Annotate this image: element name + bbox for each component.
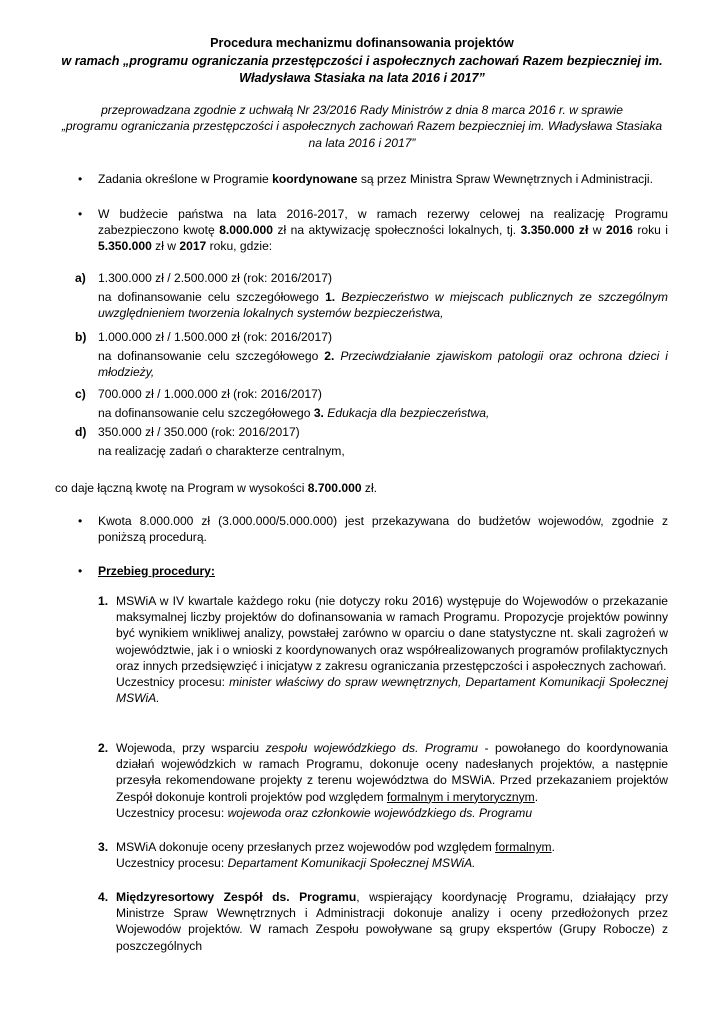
text-run: - powołanego do koordynowania działań wojewódzkich w ramach Programu, dokonuje oceny nadesłanych projektów, a następnie przesyła rekomendowane projekty z terenu województwa do MSWiA. Przed przekazaniem projektów Zespół dokonuje kontroli projektów pod względem <box>116 741 669 804</box>
bullet-icon: • <box>78 564 83 578</box>
subtitle-line-3: na lata 2016 i 2017” <box>308 135 416 150</box>
list-item-c <box>98 386 668 421</box>
text-run: roku i <box>632 223 668 238</box>
step-number-4: 4. <box>98 890 109 904</box>
text-run: na dofinansowanie celu szczegółowego <box>98 406 314 421</box>
goal-name: Edukacja dla bezpieczeństwa, <box>323 406 490 421</box>
goal-number: 2. <box>324 349 335 364</box>
text-run: zł. <box>361 481 378 495</box>
text-run: zł na aktywizację społeczności lokalnych, tj. <box>273 223 521 238</box>
bold-run: 8.700.000 <box>307 481 362 495</box>
item-amount: 1.000.000 zł / 1.500.000 zł (rok: 2016/2017) <box>98 330 332 344</box>
step-text <box>116 839 668 855</box>
summary-total <box>55 480 675 496</box>
text-run: , wspierający koordynację Programu, działający przy Ministrze Spraw Wewnętrznych i Administracji dokonuje analizy i oceny przedłożonych przez Wojewodów projektów. W ramach Zespołu powoływane są grupy ekspertów (Grupy Robocze) z poszczególnych <box>116 890 668 953</box>
step-text <box>116 740 668 805</box>
goal-number: 3. <box>313 406 324 421</box>
document-subtitle <box>60 102 664 151</box>
step-participants <box>116 855 668 871</box>
title-line-1: Procedura mechanizmu dofinansowania projektów <box>210 36 514 50</box>
list-letter-a: a) <box>75 271 86 285</box>
bold-run: 2017 <box>179 239 207 254</box>
step-text <box>116 889 668 954</box>
bold-run: 3.350.000 zł <box>520 223 589 238</box>
text-run: na dofinansowanie celu szczegółowego <box>98 290 326 305</box>
goal-name: Bezpieczeństwo w miejscach publicznych ze szczególnym uwzględnieniem tworzenia lokalnych systemów bezpieczeństwa, <box>98 290 668 321</box>
bold-run: 8.000.000 <box>219 223 273 238</box>
text-run: zł w <box>151 239 180 254</box>
step-participants <box>116 805 668 821</box>
list-letter-c: c) <box>75 387 86 401</box>
subtitle-line-1: przeprowadzana zgodnie z uchwałą Nr 23/2016 Rady Ministrów z dnia 8 marca 2016 r. w sprawie <box>101 103 623 117</box>
step-4 <box>116 889 668 954</box>
subtitle-line-2: „programu ograniczania przestępczości i aspołecznych zachowań Razem bezpieczniej im. Władysława Stasiaka <box>61 119 663 134</box>
title-line-2: w ramach „programu ograniczania przestępczości i aspołecznych zachowań Razem bezpieczniej im. <box>61 53 663 68</box>
step-text: MSWiA w IV kwartale każdego roku (nie dotyczy roku 2016) występuje do Wojewodów o przekazanie maksymalnej liczby projektów do dofinansowania w ramach Programu. Propozycje projektów powinny być wynikiem wnikliwej analizy, powstałej zarówno w oparciu o dane statystyczne nt. skali zagrożeń w województwie, jak i o wnioski z koordynowanych oraz współrealizowanych programów profilaktycznych oraz innych przedsięwzięć i inicjatyw z zakresu ograniczania przestępczości i aspołecznych zachowań. <box>116 594 668 673</box>
participants-value: wojewoda oraz członkowie wojewódzkiego ds. Programu <box>227 805 533 820</box>
participants-value: minister właściwy do spraw wewnętrznych, Departament Komunikacji Społecznej MSWiA. <box>116 675 668 706</box>
text-run: na dofinansowanie celu szczegółowego <box>98 349 325 364</box>
bullet-paragraph-transfer: Kwota 8.000.000 zł (3.000.000/5.000.000) jest przekazywana do budżetów wojewodów, zgodnie z poniższą procedurą. <box>98 514 668 545</box>
step-number-2: 2. <box>98 741 109 755</box>
list-item-a <box>98 270 668 322</box>
text-run: . <box>551 840 555 854</box>
list-letter-b: b) <box>75 330 87 344</box>
list-letter-d: d) <box>75 425 87 439</box>
italic-run: zespołu wojewódzkiego ds. Programu <box>265 741 479 755</box>
participants-label: Uczestnicy procesu: <box>116 856 228 871</box>
bold-run: 2016 <box>605 223 633 238</box>
item-amount: 700.000 zł / 1.000.000 zł (rok: 2016/2017) <box>98 387 322 401</box>
bullet-icon: • <box>78 172 83 186</box>
step-1 <box>116 593 668 706</box>
bold-run: koordynowane <box>272 172 358 186</box>
text-run: są przez Ministra Spraw Wewnętrznych i Administracji. <box>357 172 653 186</box>
text-run: na realizację zadań o charakterze centralnym, <box>98 444 345 459</box>
item-description <box>98 348 668 380</box>
text-run: Zadania określone w Programie <box>98 172 273 186</box>
bullet-icon: • <box>78 514 83 528</box>
step-number-1: 1. <box>98 594 109 608</box>
bold-run: 5.350.000 <box>98 239 152 254</box>
document-title <box>40 35 684 88</box>
text-run: w <box>588 223 606 238</box>
bullet-icon: • <box>78 207 83 221</box>
step-3 <box>116 839 668 871</box>
step-participants <box>116 674 668 706</box>
list-item-b <box>98 329 668 381</box>
item-description <box>98 443 668 459</box>
participants-label: Uczestnicy procesu: <box>116 805 228 820</box>
text-run: Wojewoda, przy wsparciu <box>116 741 266 755</box>
goal-number: 1. <box>325 290 336 305</box>
text-run: co daje łączną kwotę na Program w wysokości <box>55 481 308 495</box>
procedure-heading <box>98 563 668 579</box>
bold-run: Międzyresortowy Zespół ds. Programu <box>116 890 357 904</box>
item-amount: 350.000 zł / 350.000 (rok: 2016/2017) <box>98 425 300 439</box>
bullet-paragraph-coordination <box>98 171 668 187</box>
underline-run: formalnym i merytorycznym <box>386 789 535 804</box>
participants-value: Departament Komunikacji Społecznej MSWiA. <box>227 856 476 871</box>
text-run: . <box>534 789 539 804</box>
text-run: MSWiA dokonuje oceny przesłanych przez wojewodów pod względem <box>116 840 496 854</box>
text-run: roku, gdzie: <box>206 239 273 254</box>
procedure-heading-text: Przebieg procedury: <box>98 564 215 578</box>
underline-run: formalnym <box>495 840 552 854</box>
goal-name: Przeciwdziałanie zjawiskom patologii oraz ochrona dzieci i młodzieży, <box>98 349 668 380</box>
item-amount: 1.300.000 zł / 2.500.000 zł (rok: 2016/2017) <box>98 271 332 285</box>
step-2 <box>116 740 668 821</box>
item-description <box>98 405 668 421</box>
title-line-3: Władysława Stasiaka na lata 2016 i 2017” <box>239 71 485 86</box>
participants-label: Uczestnicy procesu: <box>116 675 230 690</box>
step-number-3: 3. <box>98 840 109 854</box>
text-run: W budżecie państwa na lata 2016-2017, w ramach rezerwy celowej na realizację Programu zabezpieczono kwotę <box>98 207 668 238</box>
list-item-d <box>98 424 668 459</box>
item-description <box>98 289 668 321</box>
bullet-paragraph-budget <box>98 206 668 255</box>
